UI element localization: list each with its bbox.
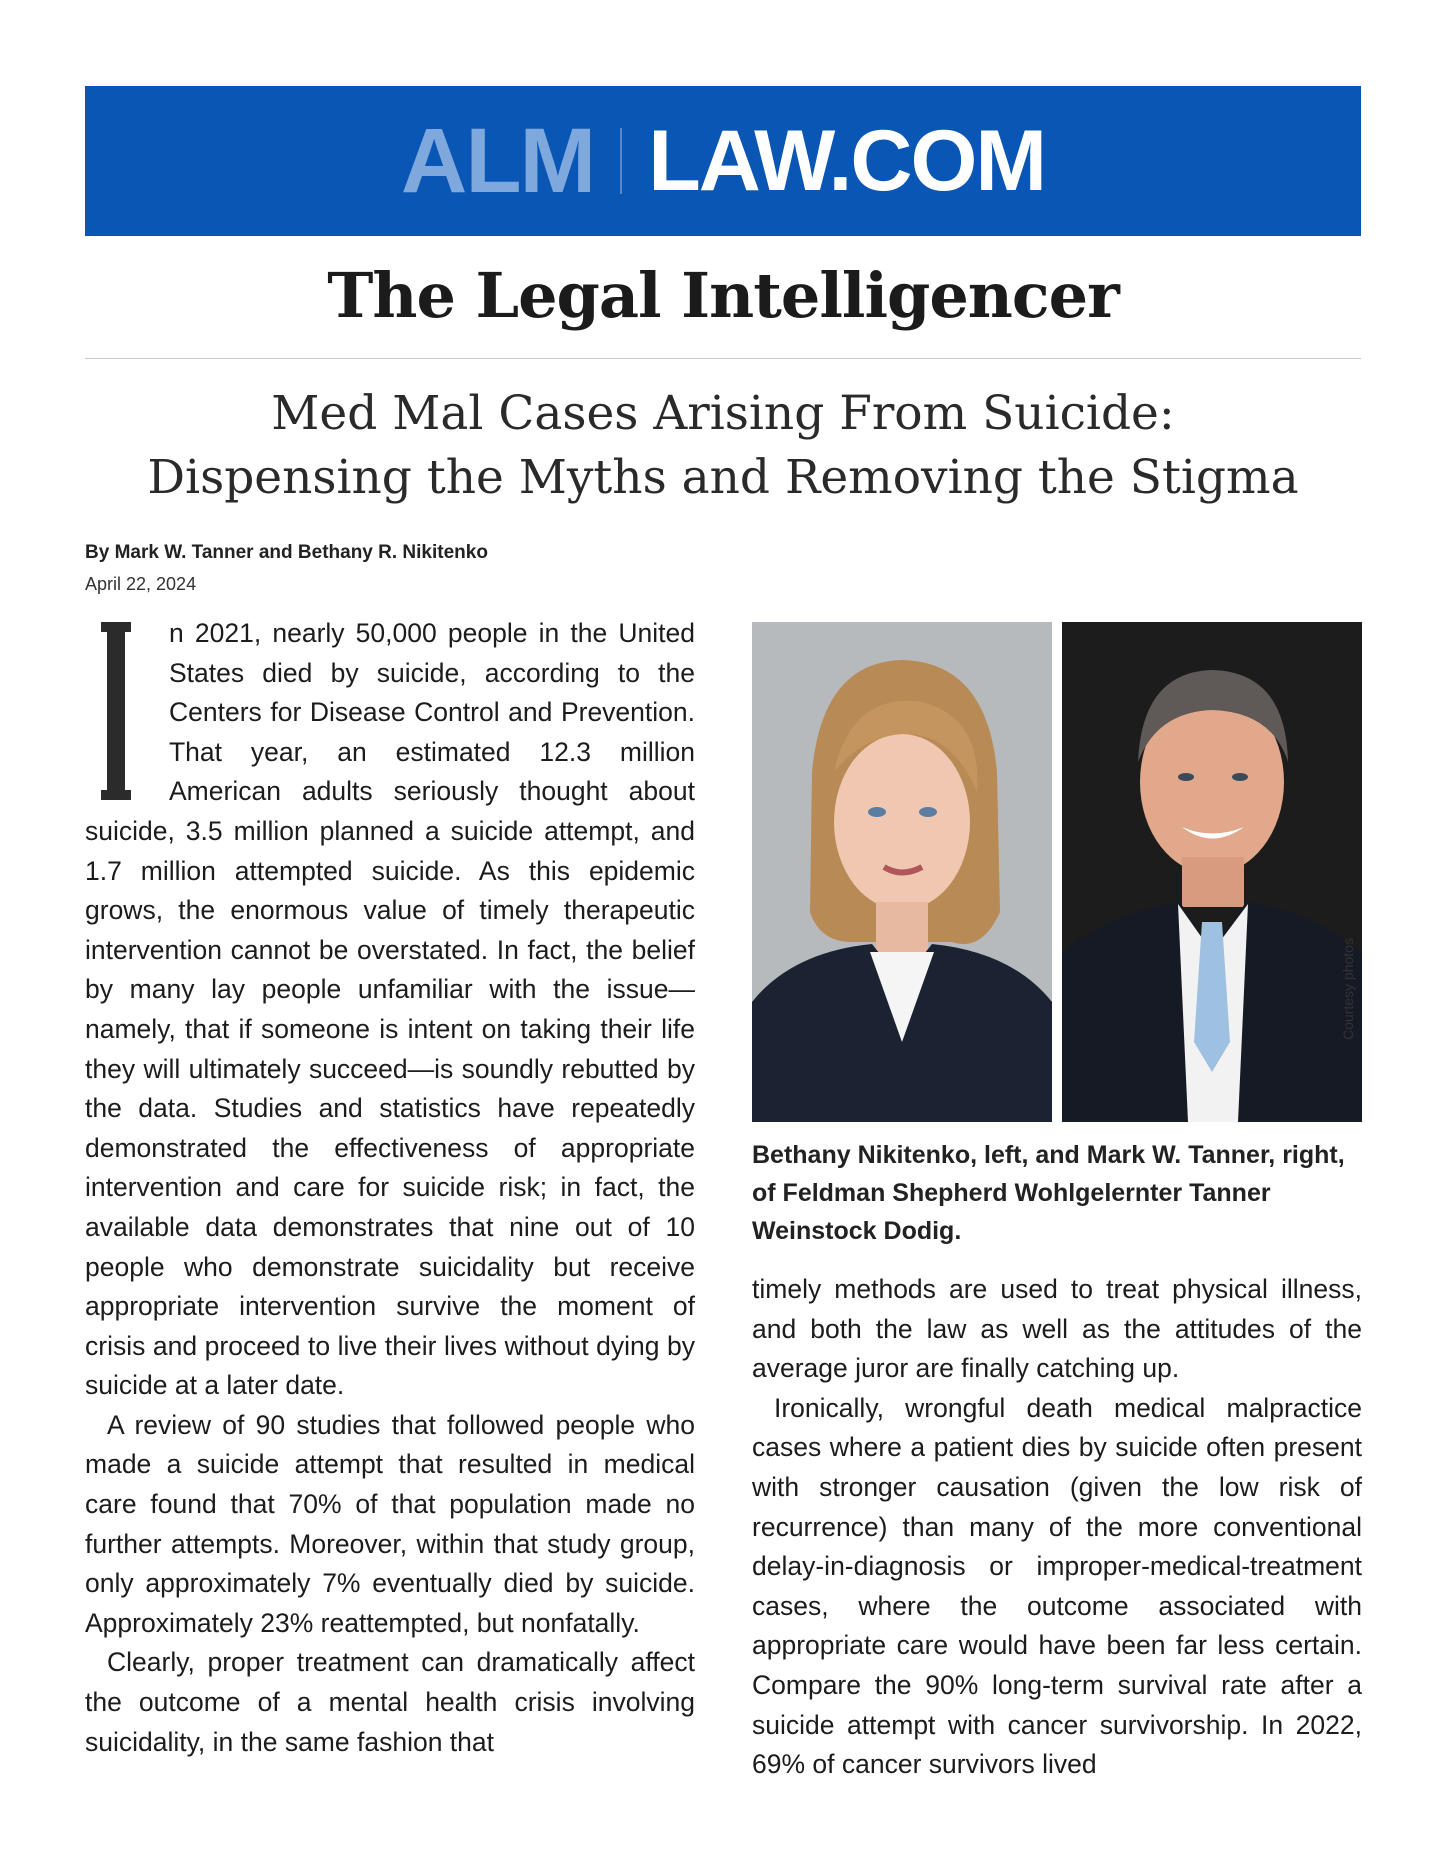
publication-masthead: The Legal Intelligencer [327, 259, 1119, 332]
logo-divider [620, 128, 622, 194]
alm-law-banner [85, 86, 1361, 236]
byline: By Mark W. Tanner and Bethany R. Nikitenko [85, 542, 488, 563]
right-text-column [752, 1270, 1362, 1785]
photo-caption: Bethany Nikitenko, left, and Mark W. Tanner, right, of Feldman Shepherd Wohlgelernter Tanner Weinstock Dodig. [752, 1141, 1345, 1245]
paragraph-intro: n 2021, nearly 50,000 people in the United States died by suicide, according to the Centers for Disease Control and Prevention. That year, an estimated 12.3 million American adults seriously thought about suicide, 3.5 million planned a suicide attempt, and 1.7 million attempted suicide. As this epidemic grows, the enormous value of timely therapeutic intervention cannot be overstated. In fact, the belief by many lay people unfamiliar with the issue—namely, that if someone is intent on taking their life they will ultimately succeed—is soundly rebutted by the data. Studies and statistics have repeatedly demonstrated the effectiveness of appropriate intervention and care for suicide risk; in fact, the available data demonstrates that nine out of 10 people who demonstrate suicidality but receive appropriate intervention survive the moment of crisis and proceed to live their lives without dying by suicide at a later date. [85, 618, 695, 1401]
photo-mark-tanner [1062, 622, 1362, 1122]
paragraph-ironically: Ironically, wrongful death medical malpractice cases where a patient dies by suicide often present with stronger causation (given the low risk of recurrence) than many of the more conventional delay-in-diagnosis or improper-medical-treatment cases, where the outcome associated with appropriate care would have been far less certain. Compare the 90% long-term survival rate after a suicide attempt with cancer survivorship. In 2022, 69% of cancer survivors lived [752, 1392, 1362, 1780]
alm-logo: ALM [400, 110, 595, 212]
left-text-column [85, 614, 695, 1762]
publish-date: April 22, 2024 [85, 574, 197, 594]
paragraph-continuation: timely methods are used to treat physical illness, and both the law as well as the attitudes of the average juror are finally catching up. [752, 1274, 1362, 1384]
paragraph-treatment: Clearly, proper treatment can dramatically affect the outcome of a mental health crisis involving suicidality, in the same fashion that [85, 1647, 695, 1757]
portrait-man-image [1062, 622, 1362, 1122]
paragraph-review: A review of 90 studies that followed people who made a suicide attempt that resulted in medical care found that 70% of that population made no further attempts. Moreover, within that study group, only approximately 7% eventually died by suicide. Approximately 23% reattempted, but nonfatally. [85, 1409, 695, 1638]
portrait-woman-image [752, 622, 1052, 1122]
headline-line-1: Med Mal Cases Arising From Suicide: [271, 386, 1175, 441]
drop-cap-i [107, 622, 147, 802]
header-divider [85, 358, 1361, 359]
photo-credit: Courtesy photos [1340, 938, 1356, 1040]
headline-line-2: Dispensing the Myths and Removing the Stigma [147, 450, 1299, 505]
photo-bethany-nikitenko [752, 622, 1052, 1122]
article-headline [85, 382, 1361, 510]
law-com-logo: LAW.COM [648, 113, 1046, 209]
